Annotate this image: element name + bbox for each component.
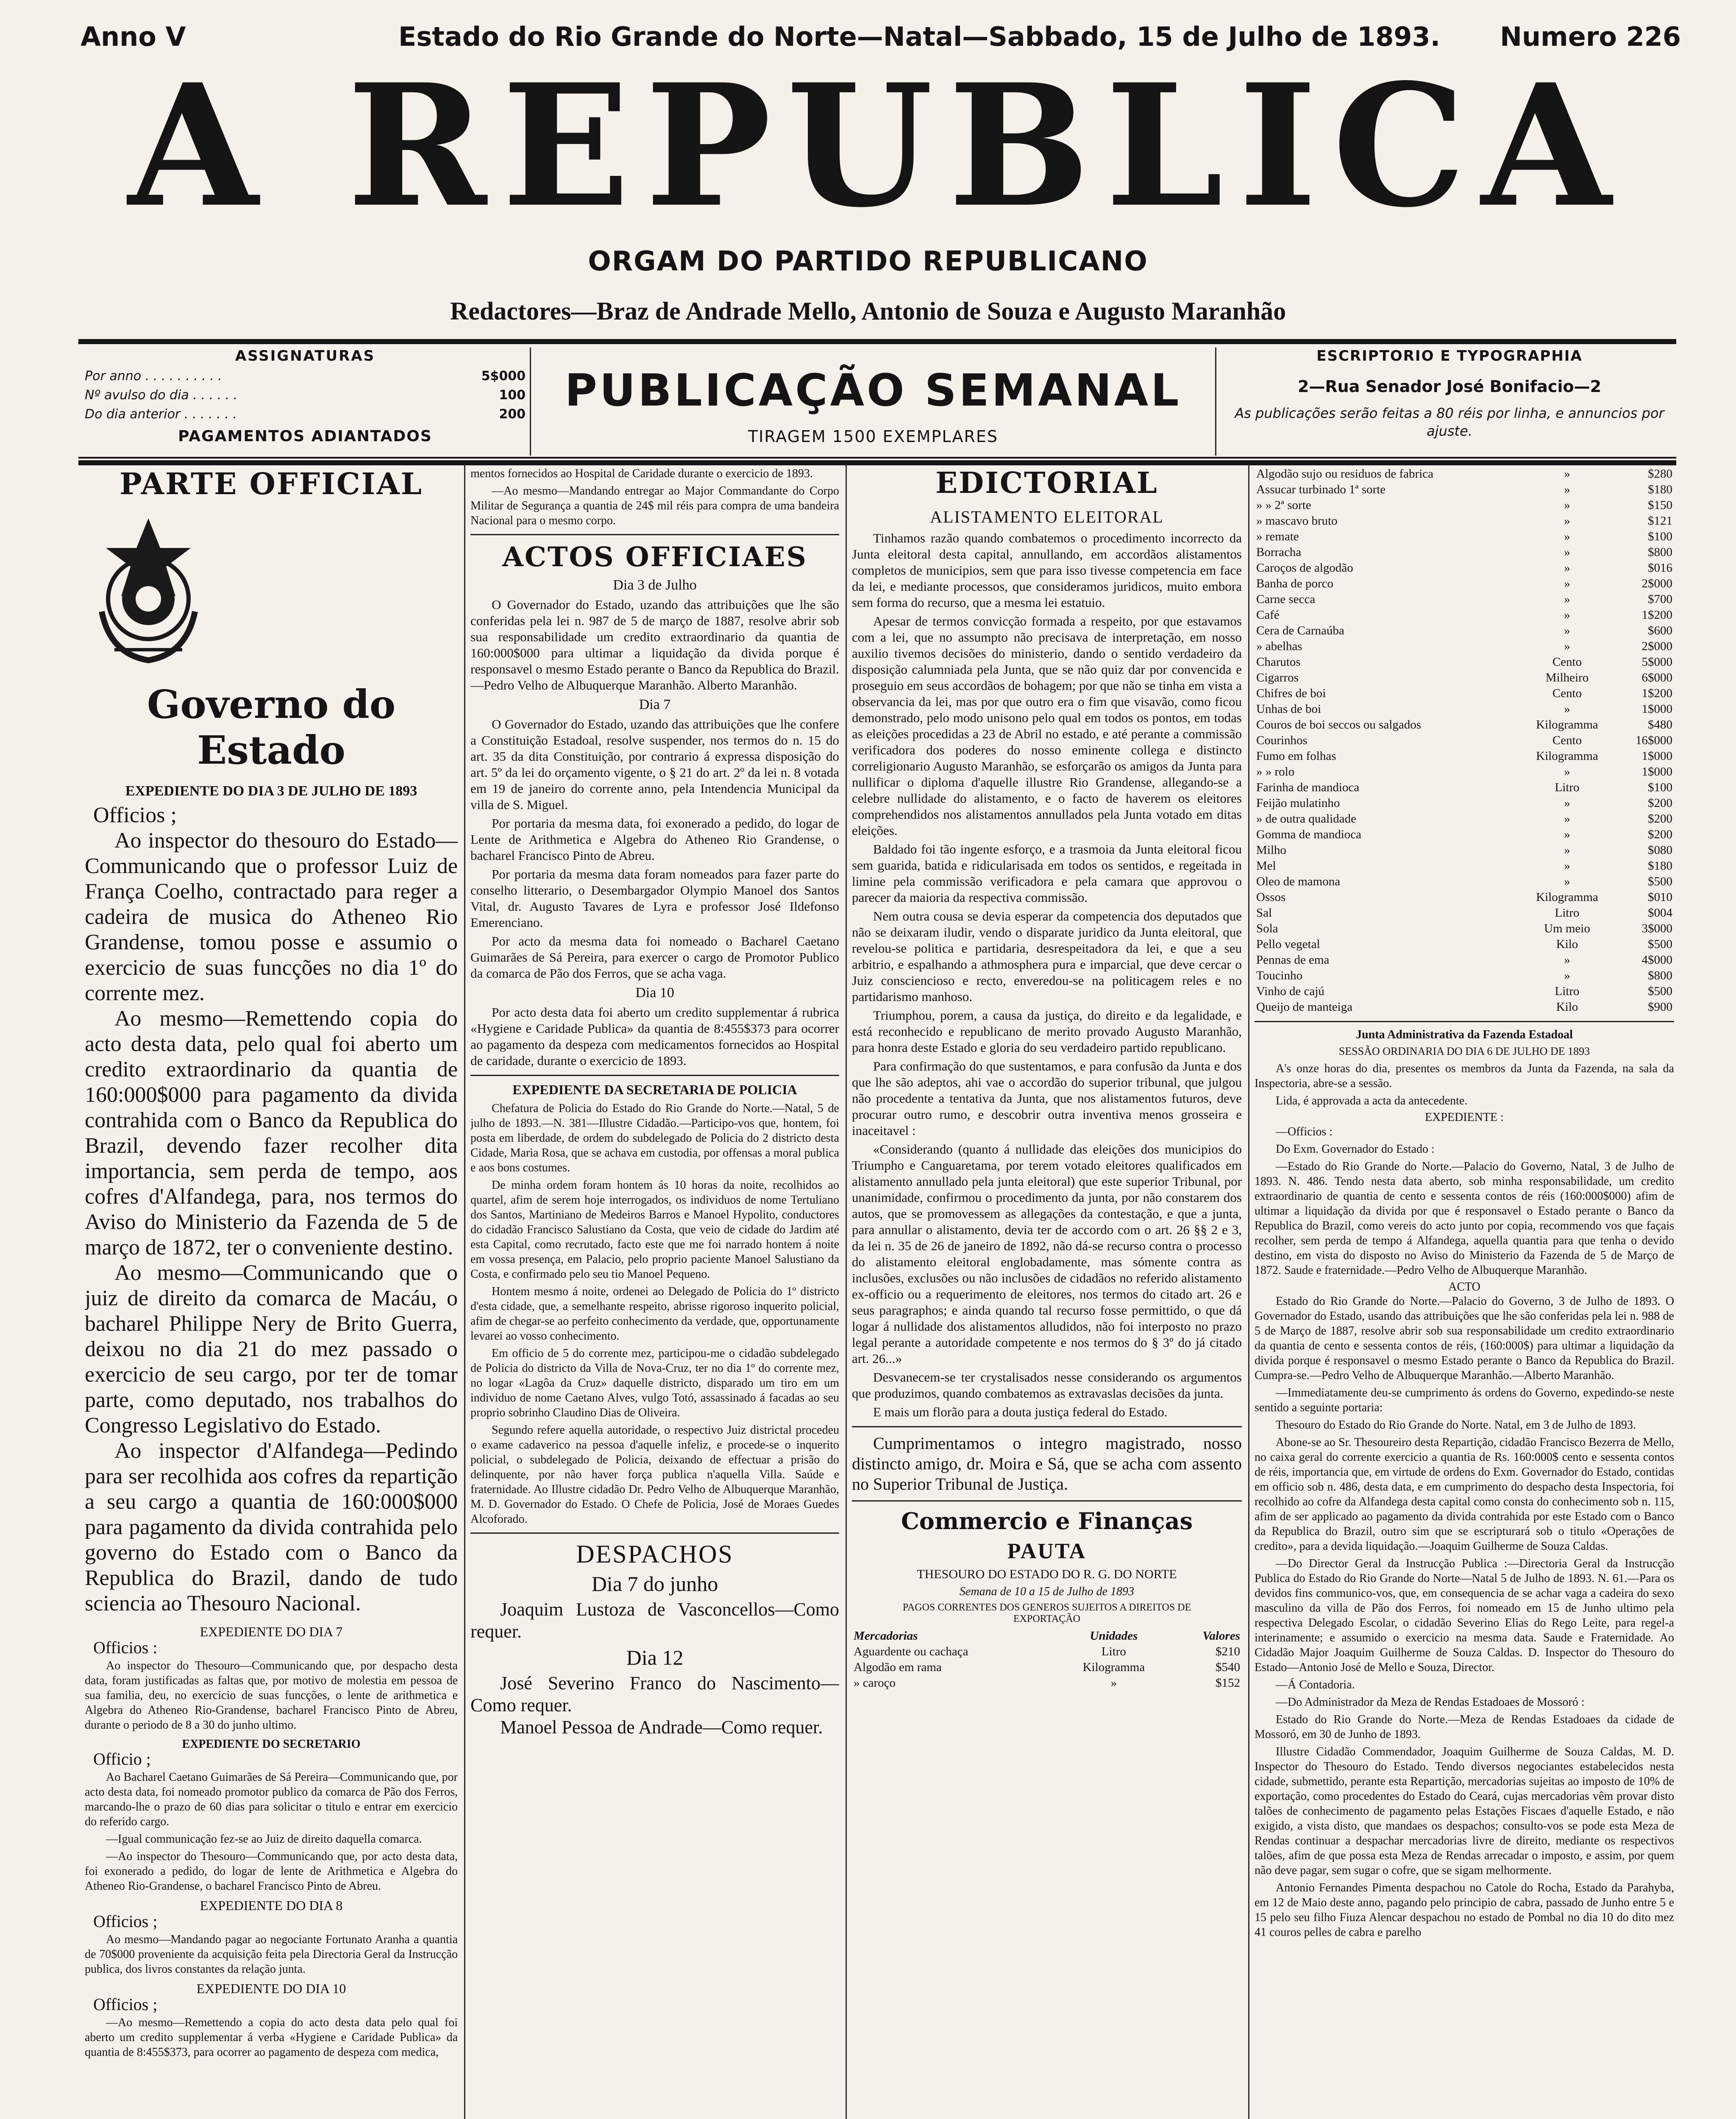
- organ-subtitle: ORGAM DO PARTIDO REPUBLICANO: [588, 246, 1148, 277]
- table-row: Gomma de mandioca » $200: [1256, 828, 1672, 841]
- paragraph: Do Exm. Governador do Estado :: [1276, 1143, 1435, 1156]
- table-row: Vinho de cajú Litro $500: [1256, 984, 1672, 998]
- price-row: Nº avulso do dia . . . . . . 100: [85, 388, 526, 403]
- paragraph: —Do Administrador da Meza de Rendas Estadoaes de Mossoró :: [1276, 1696, 1585, 1709]
- table-row: Café » 1$200: [1256, 608, 1672, 622]
- table-row: Cera de Carnaúba » $600: [1256, 624, 1672, 637]
- paragraph: —Igual communicação fez-se ao Juiz de direito daquella comarca.: [106, 1833, 422, 1846]
- table-row: Pennas de ema » 4$000: [1256, 953, 1672, 967]
- escriptorio-note: As publicações serão feitas a 80 réis por linha, e annuncios por ajuste.: [1235, 405, 1664, 439]
- section-heading: EDICTORIAL: [935, 466, 1158, 500]
- sessao-heading: SESSÃO ORDINARIA DO DIA 6 DE JULHO DE 1893: [1338, 1045, 1590, 1057]
- paragraph: —Immediatamente deu-se cumprimento ás ordens do Governo, expedindo-se neste sentido a seguinte portaria:: [1255, 1386, 1674, 1414]
- separator: [852, 1426, 1242, 1427]
- paragraph: Abone-se ao Sr. Thesoureiro desta Repartição, cidadão Francisco Bezerra de Mello, no caixa geral do corrente exercicio a quantia de Rs. 160:000$ cento e sessenta contos de réis, importancia que, em virtude de ordens do Exm. Governador do Estado, contidas em officio sob n. 486, desta data, e em cumprimento do despacho desta Inspectoria, foi recolhido ao cofre da Alfandega desta capital como consta do conhecimento sob n. 115, afim de ser applicado ao pagamento da divida contrahida por este Estado com o Banco da Republica do Brazil, outro sim que se escripturará sob o titulo «Operações de credito», para a devida liquidação.—Joaquim Guilherme de Souza Caldas.: [1255, 1436, 1674, 1553]
- paragraph: —Ao mesmo—Remettendo a copia do acto desta data pelo qual foi aberto um credito supplementar á verba «Hygiene e Caridade Publica» da quantia de 8:455$373, para ocorrer ao pagamento de despeza com medica,: [85, 2016, 458, 2059]
- section-heading: PARTE OFFICIAL: [120, 466, 423, 501]
- generos-heading: PAGOS CORRENTES DOS GENEROS SUJEITOS A DIREITOS DE EXPORTAÇÃO: [902, 1602, 1191, 1624]
- republic-emblem-icon: [85, 514, 212, 667]
- paragraph: O Governador do Estado, uzando das attribuições que lhe confere a Constituição Estadoal, resolve suspender, nos termos do n. 15 do art. 35 da dita Constituição, por contrario á expressa disposição do art. 5º da lei do orçamento vigente, o § 21 do art. 2º da lei n. 8 votada em 19 de janeiro do corrente anno, pela Intendencia Municipal da villa de S. Miguel.: [470, 717, 839, 812]
- price-row: Do dia anterior . . . . . . . 200: [85, 407, 526, 422]
- pauta-table: [852, 1628, 1242, 1691]
- table-row: Farinha de mandioca Litro $100: [1256, 781, 1672, 794]
- escriptorio-box: [1225, 348, 1674, 456]
- table-row: Couros de boi seccos ou salgados Kilogramma $480: [1256, 718, 1672, 731]
- pauta-table-continued: [1255, 466, 1674, 1015]
- expediente-heading: EXPEDIENTE DO DIA 10: [196, 1981, 346, 1996]
- table-row: » caroço » $152: [854, 1676, 1240, 1690]
- paragraph: Segundo refere aquella autoridade, o respectivo Juiz districtal procedeu o exame cadaverico na pessoa d'aquelle infeliz, e procede-se o inquerito policial, o subdelegado de Policia, deixando de effectuar a prisão do delinquente, por não haver força publica n'aquella Villa. Saúde e fraternidade. Ao Illustre cidadão Dr. Pedro Velho de Albuquerque Maranhão, M. D. Governador do Estado. O Chefe de Policia, José de Moraes Guedes Alcoforado.: [470, 1424, 839, 1526]
- table-row: Caroços de algodão » $016: [1256, 561, 1672, 575]
- table-row: Aguardente ou cachaça Litro $210: [854, 1645, 1240, 1658]
- date-heading: Dia 10: [635, 985, 674, 1001]
- table-row: Ossos Kilogramma $010: [1256, 890, 1672, 904]
- rule: [78, 339, 1676, 344]
- paragraph: mentos fornecidos ao Hospital de Caridade durante o exercicio de 1893.: [470, 467, 813, 480]
- paragraph: Antonio Fernandes Pimenta despachou no Catole do Rocha, Estado da Parahyba, em 12 de Maio deste anno, pagando pelo principio de cabra, passado de Junho entre 5 e 15 pelo seu filho Fiuza Alencar despachou no estado de Pombal no dia 10 do dito mez 41 couros pelles de cabra e parelho: [1255, 1881, 1674, 1939]
- column-divider: [464, 464, 465, 2119]
- paragraph: Por acto da mesma data foi nomeado o Bacharel Caetano Guimarães de Sá Pereira, para exercer o cargo de Promotor Publico da comarca de Pão dos Ferros, que se acha vaga.: [470, 934, 839, 981]
- newspaper-title: A REPUBLICA: [128, 47, 1627, 245]
- paragraph: Ao inspector do Thesouro—Communicando que, por despacho desta data, foram justificadas as faltas que, por motivo de molestia em pessoa de sua familia, deu, no exercicio de suas funcções, o lente de arithmetica e Algebra do Atheneo Rio-Grandense, bacharel Francisco Pinto de Abreu, durante o periodo de 8 a 30 do junho ultimo.: [85, 1659, 458, 1732]
- section-heading: Commercio e Finanças: [901, 1507, 1193, 1535]
- section-heading: Junta Administrativa da Fazenda Estadoal: [1356, 1028, 1573, 1041]
- table-row: Cigarros Milheiro 6$000: [1256, 671, 1672, 684]
- table-header: Mercadorias Unidades Valores: [854, 1629, 1240, 1643]
- table-row: Toucinho » $800: [1256, 969, 1672, 982]
- table-row: Oleo de mamona » $500: [1256, 875, 1672, 888]
- table-row: Algodão em rama Kilogramma $540: [854, 1660, 1240, 1674]
- officios-label: Officios ;: [93, 803, 177, 827]
- table-row: Fumo em folhas Kilogramma 1$000: [1256, 749, 1672, 763]
- date-heading: Dia 7 do junho: [591, 1572, 718, 1596]
- table-row: Algodão sujo ou residuos de fabrica » $280: [1256, 467, 1672, 481]
- table-row: » abelhas » 2$000: [1256, 640, 1672, 653]
- paragraph: E mais um florão para a douta justiça federal do Estado.: [873, 1404, 1168, 1419]
- officios-label: Officios ;: [93, 1912, 158, 1931]
- paragraph: Apesar de termos convicção formada a respeito, por que estavamos com a lei, que no assumpto não precisava de interpretação, em nosso auxilio tivemos decisões do ministerio, dando o sentido verdadeiro da disposição calumniada pela Junta, que se não quiz dar por convencida e proseguio em seus accordãos de bohagem; por que não se tinha em vista a observancia da lei, mas por que outro era o fim que visavão, como ficou demonstrado, pelo modo unisono pelo qual em todos os pontos, em todas as eleições procedidas a 23 de Abril no estado, e até perante a commissão verificadora dos poderes do nosso eminente collega e distincto correligionario Augusto Maranhão, se esforçarão os amigos da Junta para nullificar o diploma d'aquelle illustre Rio Grandense, allegando-se a celebre nullidade do alistamento, e o facto de haverem os eleitores comprehendidos nos alistamentos annullados pela Junta votado em ditas eleições.: [852, 614, 1242, 838]
- tiragem: TIRAGEM 1500 EXEMPLARES: [748, 427, 999, 446]
- date: Estado do Rio Grande do Norte—Natal—Sabbado, 15 de Julho de 1893.: [398, 21, 1441, 52]
- column-divider: [1248, 464, 1249, 2119]
- paragraph: Cumprimentamos o integro magistrado, nosso distincto amigo, dr. Moira e Sá, que se acha com assento no Superior Tribunal de Justiça.: [852, 1434, 1242, 1493]
- officios-label: Officios :: [93, 1638, 158, 1657]
- acto-heading: ACTO: [1448, 1280, 1480, 1293]
- paragraph: Por portaria da mesma data foram nomeados para fazer parte do conselho litterario, o Desembargador Olympio Manoel dos Santos Vital, dr. Augusto Tavares de Lyra e professor José Ildefonso Emerenciano.: [470, 867, 839, 930]
- paragraph: Manoel Pessoa de Andrade—Como requer.: [500, 1717, 823, 1738]
- paragraph: Hontem mesmo á noite, ordenei ao Delegado de Policia do 1º districto d'esta cidade, que, a semelhante respeito, abrisse rigoroso inquerito policial, afim de chegar-se ao perfeito conhecimento da verdade, que, opportunamente levarei ao vosso conhecimento.: [470, 1285, 839, 1343]
- paragraph: —Do Director Geral da Instrucção Publica :—Directoria Geral da Instrucção Publica do Estado do Rio Grande do Norte—Natal 5 de Julho de 1893. N. 61.—Para os devidos fins communico-vos, que, em consequencia de se achar vaga a cadeira do sexo masculino da villa de Pão dos Ferros, foi nomeado em 15 de Junho ultimo pela respectiva Delegado Escolar, o cidadão Severino Elias do Rego Leite, para regel-a interinamente; e assumido o exercicio na mesma data. Saude e Fraternidade. Ao Cidadão Major Joaquim Guilherme de Souza Caldas. D. Inspector do Thesouro do Estado—Antonio José de Mello e Souza, Director.: [1255, 1557, 1674, 1674]
- table-row: Sola Um meio 3$000: [1256, 922, 1672, 935]
- paragraph: —Officios :: [1276, 1125, 1333, 1138]
- rule: [78, 460, 1676, 465]
- paragraph: Ao inspector d'Alfandega—Pedindo para ser recolhida aos cofres da repartição a seu cargo a quantia de 160:000$000 para pagamento da divida contrahida pelo governo do Estado com o Banco da Republica do Brazil, dando de tudo sciencia ao Thesouro Nacional.: [85, 1439, 458, 1616]
- pauta-heading: PAUTA: [1007, 1539, 1087, 1563]
- pagamentos: PAGAMENTOS ADIANTADOS: [178, 428, 432, 445]
- expediente-heading: EXPEDIENTE DO SECRETARIO: [182, 1738, 361, 1751]
- table-row: » » rolo » 1$000: [1256, 765, 1672, 779]
- thesouro-heading: THESOURO DO ESTADO DO R. G. DO NORTE: [917, 1567, 1177, 1581]
- governo-heading: Governo do Estado: [147, 681, 396, 773]
- paragraph: —Estado do Rio Grande do Norte.—Palacio do Governo, Natal, 3 de Julho de 1893. N. 486. Tendo nesta data aberto, sob minha responsabilidade, um credito extraordinario de quantia de cento e sessenta contos de réis (160:000$000) afim de ultimar a liquidação da divida por que é responsavel o Estado perante o Banco da Republica do Brazil, como vereis do acto junto por copia, recommendo vos que façais recolher, sem perda de tempo á Alfandega, aquella quantia para que tenha o devido destino, em vista do disposto no Aviso do Ministerio da Fazenda de 5 de Março de 1872. Saude e fraternidade.—Pedro Velho de Albuquerque Maranhão.: [1255, 1160, 1674, 1277]
- paragraph: Illustre Cidadão Commendador, Joaquim Guilherme de Souza Caldas, M. D. Inspector do Thesouro do Estado. Tendo diversos negociantes estabelecidos nesta cidade, submettido, perante esta Repartição, mercadorias sujeitas ao imposto de 10% de exportação, como procedentes do Estado do Ceará, cujas mercadorias vêm provar disto talões de conhecimento de pagamento pelas Estações Fiscaes d'aquelle Estado, e não exigido, a vista disto, que mandaes os despachos; consulto-vos se pode esta Meza de Rendas continuar a despachar mercadorias livre de direito, mediante os respectivos talões, afim de que possa esta Meza de Rendas arrecadar o imposto, e assim, por quem não deve pagar, sem sugar o cofre, que se sigam melhormente.: [1255, 1745, 1674, 1877]
- paragraph: Por portaria da mesma data, foi exonerado a pedido, do logar de Lente de Arithmetica e Algebra do Atheneo Rio Grandense, o bacharel Francisco Pinto de Abreu.: [470, 816, 839, 863]
- paragraph: José Severino Franco do Nascimento—Como requer.: [470, 1673, 839, 1716]
- table-row: Chifres de boi Cento 1$200: [1256, 687, 1672, 700]
- paragraph: Estado do Rio Grande do Norte.—Palacio do Governo, 3 de Julho de 1893. O Governador do Estado, usando das attribuições que lhe são conferidas pela lei n. 988 de 5 de Março de 1887, resolve abrir sob sua responsabilidade um credito extraordinario da quantia de cento e sessenta contos de réis, (160:000$) para ultimar a liquidação da divida porque é responsavel o mesmo Estado perante o Banco da Republica do Brazil. Cumpra-se.—Pedro Velho de Albuquerque Maranhão.—Alberto Maranhão.: [1255, 1295, 1674, 1382]
- expediente-heading: EXPEDIENTE DO DIA 7: [200, 1624, 343, 1639]
- paragraph: Estado do Rio Grande do Norte.—Meza de Rendas Estadoaes da cidade de Mossoró, em 30 de Junho de 1893.: [1255, 1713, 1674, 1741]
- table-row: Unhas de boi » 1$000: [1256, 702, 1672, 716]
- paragraph: —Ao mesmo—Mandando entregar ao Major Commandante do Corpo Militar de Segurança a quantia de 24$ mil réis para compra de uma bandeira Nacional para o mesmo corpo.: [470, 484, 839, 527]
- officios-label: Officio ;: [93, 1749, 151, 1769]
- anno: Anno V: [81, 21, 186, 52]
- publicacao-box: [530, 348, 1216, 456]
- separator: [1255, 1021, 1674, 1022]
- paragraph: «Considerando (quanto á nullidade das eleições dos municipios do Triumpho e Canguaretama, por terem votado eleitores qualificados em alistamento annullado pela junta eleitoral) que este superior Tribunal, por unanimidade, confirmou o procedimento da junta, por não constarem dos autos, que se promovessem as allegações da contestação, e que a junta, para annullar o alistamento, devia ter de accordo com o art. 26 §§ 2 e 3, da lei n. 35 de 26 de janeiro de 1892, não dá-se recurso contra o processo do alistamento eleitoral englobadamente, mas sómente contra as inclusões, exclusões ou não inclusões de cidadãos no referido alistamento ex-officio ou a requerimento de eleitores, nos termos do citado art. 26 e seus paragraphos; e ainda quando tal recurso fosse permittido, o que dá logar á nullidade dos alistamentos alludidos, não foi interposto no prazo legal perante a autoridade competente e nos termos do § 3º do já citado art. 26...»: [852, 1142, 1242, 1366]
- table-row: Feijão mulatinho » $200: [1256, 796, 1672, 810]
- separator: [470, 1075, 839, 1076]
- escriptorio-heading: ESCRIPTORIO E TYPOGRAPHIA: [1316, 348, 1583, 364]
- separator: [852, 1500, 1242, 1502]
- section-heading: DESPACHOS: [576, 1540, 734, 1568]
- paragraph: —Á Contadoria.: [1276, 1678, 1355, 1691]
- assignaturas-box: [85, 348, 526, 456]
- paragraph: Ao inspector do thesouro do Estado—Communicando que o professor Luiz de França Coelho, contractado para reger a cadeira de musica do Atheneo Rio Grandense, tomou posse e assumio o exercicio de suas funcções no dia 1º do corrente mez.: [85, 829, 458, 1005]
- article-heading: ALISTAMENTO ELEITORAL: [930, 507, 1164, 526]
- column-2: [470, 466, 839, 2119]
- paragraph: Ao mesmo—Remettendo copia do acto desta data, pelo qual foi aberto um credito extraordinario da quantia de 160:000$000 para pagamento da divida contrahida com o Banco da Republica do Brazil, devendo fazer recolher dita importancia, sem perda de tempo, aos cofres d'Alfandega, para, nos termos do Aviso do Ministerio da Fazenda de 5 de março de 1872, ter o conveniente destino.: [85, 1007, 458, 1260]
- table-row: » de outra qualidade » $200: [1256, 812, 1672, 826]
- column-3: [852, 466, 1242, 2119]
- expediente-heading: EXPEDIENTE DO DIA 8: [200, 1898, 343, 1913]
- section-heading: EXPEDIENTE DA SECRETARIA DE POLICIA: [512, 1082, 797, 1097]
- table-row: » » 2ª sorte » $150: [1256, 498, 1672, 512]
- expediente-heading: EXPEDIENTE DO DIA 3 DE JULHO DE 1893: [125, 783, 417, 799]
- table-row: » mascavo bruto » $121: [1256, 514, 1672, 528]
- semana-line: Semana de 10 a 15 de Julho de 1893: [959, 1585, 1135, 1598]
- paragraph: Thesouro do Estado do Rio Grande do Norte. Natal, em 3 de Julho de 1893.: [1276, 1418, 1636, 1432]
- officios-label: Officios ;: [93, 1995, 158, 2014]
- table-row: Pello vegetal Kilo $500: [1256, 937, 1672, 951]
- assignaturas-heading: ASSIGNATURAS: [235, 348, 376, 364]
- date-heading: Dia 12: [626, 1646, 684, 1669]
- table-row: Banha de porco » 2$000: [1256, 577, 1672, 590]
- paragraph: Tinhamos razão quando combatemos o procedimento incorrecto da Junta eleitoral desta capital, annullando, em accordãos alistamentos completos de municipios, sem que para isso tivesse competencia em face da lei, e mediante processos, que consideramos juridicos, muito embora sem forma do recurso, que a mesma lei estatuio.: [852, 531, 1242, 610]
- section-heading: ACTOS OFFICIAES: [502, 541, 807, 573]
- paragraph: Ao Bacharel Caetano Guimarães de Sá Pereira—Communicando que, por acto desta data, foi nomeado promotor publico da comarca de Pão dos Ferros, marcando-lhe o prazo de 60 dias para solicitar o titulo e entrar em exercicio do referido cargo.: [85, 1771, 458, 1828]
- table-row: Carne secca » $700: [1256, 592, 1672, 606]
- table-row: Milho » $080: [1256, 843, 1672, 857]
- table-row: » remate » $100: [1256, 530, 1672, 543]
- expediente-heading: EXPEDIENTE :: [1425, 1111, 1504, 1124]
- paragraph: De minha ordem foram hontem ás 10 horas da noite, recolhidos ao quartel, afim de serem hoje interrogados, os individuos de nome Tertuliano dos Santos, Martiniano de Medeiros Barros e Manoel Hypolito, conductores do cidadão Francisco Salustiano da Costa, que veio de cidade do Jardim até esta Capital, como recrutado, facto este que me foi narrado hontem á noite em vossa presença, em Palacio, pelo proprio paciente Manoel Salustiano da Costa, e confirmado pelo seu tio Manoel Pequeno.: [470, 1179, 839, 1281]
- price-row: Por anno . . . . . . . . . . 5$000: [85, 369, 526, 384]
- table-row: Courinhos Cento 16$000: [1256, 734, 1672, 747]
- table-row: Sal Litro $004: [1256, 906, 1672, 920]
- paragraph: Triumphou, porem, a causa da justiça, do direito e da legalidade, e está reconhecido e republicano de merito provado Augusto Maranhão, para honra deste Estado e gloria do seu verdadeiro partido republicano.: [852, 1008, 1242, 1055]
- paragraph: Joaquim Lustoza de Vasconcellos—Como requer.: [470, 1599, 839, 1642]
- rule: [78, 457, 1676, 459]
- paragraph: Desvanecem-se ter crystalisados nesse considerando os argumentos que produzimos, quando combatemos as extravaslas decisões da junta.: [852, 1370, 1242, 1401]
- date-heading: Dia 3 de Julho: [613, 577, 697, 593]
- paragraph: A's onze horas do dia, presentes os membros da Junta da Fazenda, na sala da Inspectoria, abre-se a sessão.: [1255, 1062, 1674, 1090]
- table-row: Borracha » $800: [1256, 545, 1672, 559]
- table-row: Charutos Cento 5$000: [1256, 655, 1672, 669]
- column-divider: [846, 464, 847, 2119]
- numero: Numero 226: [1500, 21, 1681, 52]
- escriptorio-address: 2—Rua Senador José Bonifacio—2: [1297, 377, 1602, 396]
- date-heading: Dia 7: [639, 697, 671, 712]
- paragraph: Por acto desta data foi aberto um credito supplementar á rubrica «Hygiene e Caridade Publica» da quantia de 8:455$373 para ocorrer ao pagamento da despeza com medicamentos fornecidos ao Hospital de caridade, durante o exercicio de 1893.: [470, 1005, 839, 1068]
- paragraph: Em officio de 5 do corrente mez, participou-me o cidadão subdelegado de Policia do districto da Villa de Nova-Cruz, ter no dia 1º do corrente mez, no logar «Lagôa da Cruz» daquelle districto, disparado um tiro em um individuo de nome Caetano Alves, vulgo Totó, assassinado á facadas ao seu proprio sobrinho Claudino Dias de Oliveira.: [470, 1347, 839, 1419]
- separator: [470, 534, 839, 535]
- paragraph: Ao mesmo—Communicando que o juiz de direito da comarca de Macáu, o bacharel Philippe Nery de Brito Guerra, deixou no dia 21 do mez passado o exercicio de seu cargo, por ter de tomar parte, como deputado, nos trabalhos do Congresso Legislativo do Estado.: [85, 1261, 458, 1438]
- paragraph: Ao mesmo—Mandando pagar ao negociante Fortunato Aranha a quantia de 70$000 proveniente da acquisição feita pela Directoria Geral da Instrucção publica, dos livros constantes da relação junta.: [85, 1933, 458, 1976]
- column-4: [1255, 466, 1674, 2119]
- table-row: Assucar turbinado 1ª sorte » $180: [1256, 483, 1672, 496]
- paragraph: Nem outra cousa se devia esperar da competencia dos deputados que não se deixaram iludir, vendo o disparate juridico da Junta eleitoral, que revelou-se politica e partidaria, desrespeitadora da lei, e que a seu arbitrio, e espalhando a athmosphera pura e imparcial, que deve cercar o Juiz consciencioso e recto, enveredou-se na politicagem reles e no partidarismo manhoso.: [852, 909, 1242, 1004]
- paragraph: —Ao inspector do Thesouro—Communicando que, por acto desta data, foi exonerado a pedido, do logar de lente de Arithmetica e Algebra do Atheneo Rio-Grandense, o bacharel Francisco Pinto de Abreu.: [85, 1850, 458, 1893]
- paragraph: Para confirmação do que sustentamos, e para confusão da Junta e dos que lhe são adeptos, ahi vae o accordão do superior tribunal, que julgou não procedente a tentativa da Junta, que nos alistamentos futuros, deve procurar outro rumo, e descobrir outra inventiva menos grosseira e inaceitavel :: [852, 1059, 1242, 1138]
- table-row: Queijo de manteiga Kilo $900: [1256, 1000, 1672, 1014]
- paragraph: Baldado foi tão ingente esforço, e a trasmoia da Junta eleitoral ficou sem guarida, batida e ridicularisada em todos os sentidos, e regeitada in limine pela commissão verificadora e pela camara que approvou o parecer da maioria da respectiva commissão.: [852, 842, 1242, 905]
- paragraph: Chefatura de Policia do Estado do Rio Grande do Norte.—Natal, 5 de julho de 1893.—N. 381—Illustre Cidadão.—Participo-vos que, hontem, foi posta em liberdade, de ordem do subdelegado de Policia do 2 districto desta Cidade, Maria Rosa, que se achava em custodia, por offensas a moral publica e aos bons costumes.: [470, 1102, 839, 1174]
- column-1: [85, 466, 458, 2119]
- table-row: Mel » $180: [1256, 859, 1672, 873]
- paragraph: O Governador do Estado, uzando das attribuições que lhe são conferidas pela lei n. 987 de 5 de março de 1887, resolve abrir sob sua responsabilidade um credito extraordinario da quantia de 160:000$000 para ultimar a liquidação da divida porque é responsavel o mesmo Estado perante o Banco da Republica do Brazil.—Pedro Velho de Albuquerque Maranhão. Alberto Maranhão.: [470, 597, 839, 692]
- separator: [470, 1532, 839, 1534]
- paragraph: Lida, é approvada a acta da antecedente.: [1276, 1094, 1468, 1107]
- publicacao-title: PUBLICAÇÃO SEMANAL: [565, 364, 1182, 416]
- redactores: Redactores—Braz de Andrade Mello, Antonio de Souza e Augusto Maranhão: [450, 297, 1286, 325]
